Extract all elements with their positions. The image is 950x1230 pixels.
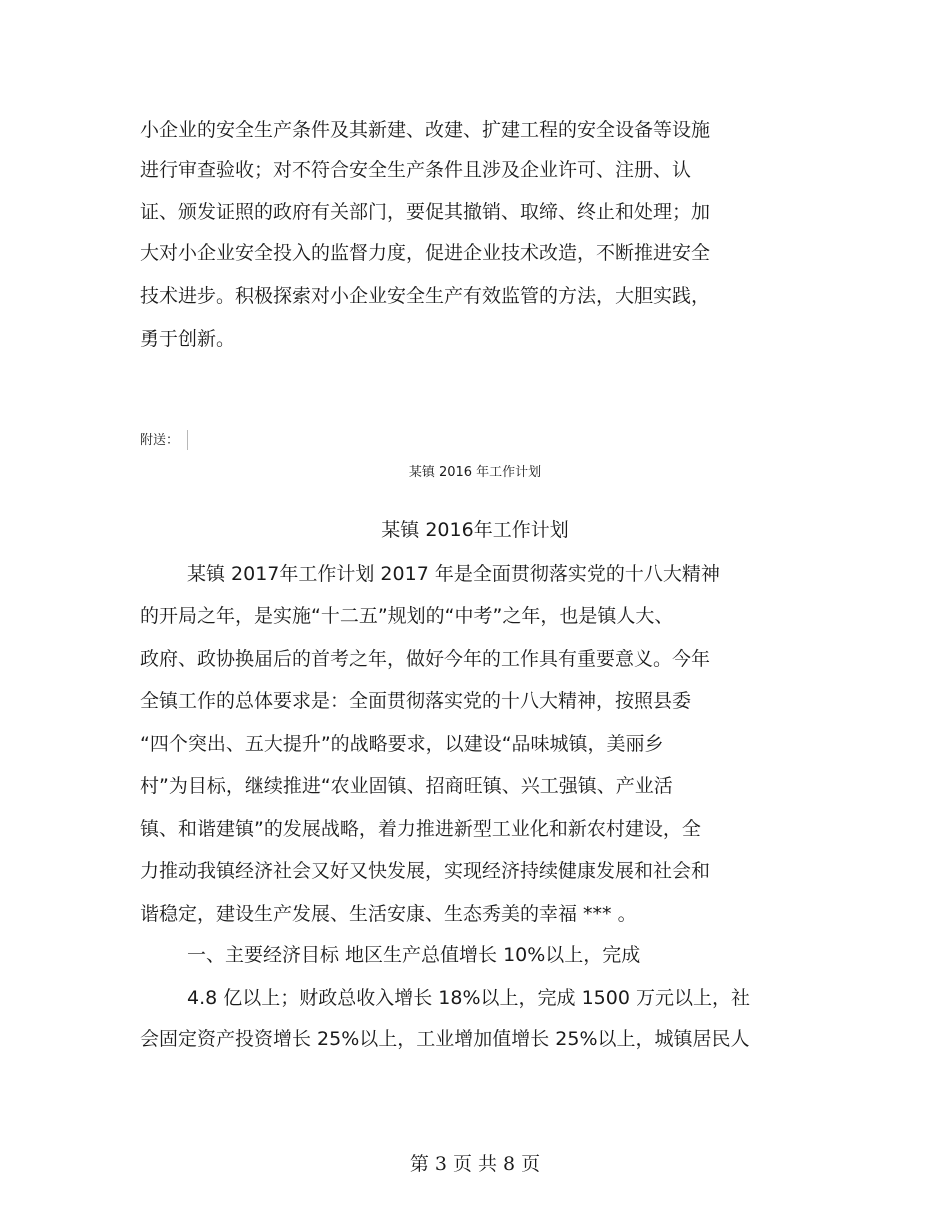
text-line: 某镇 2017年工作计划 2017 年是全面贯彻落实党的十八大精神	[187, 563, 720, 585]
text-line: 会固定资产投资增长 25%以上，工业增加值增长 25%以上，城镇居民人	[140, 1028, 750, 1050]
text-line: “四个突出、五大提升”的战略要求，以建设“品味城镇，美丽乡	[140, 733, 664, 755]
page-footer: 第 3 页 共 8 页	[409, 1153, 541, 1175]
text-line: 全镇工作的总体要求是：全面贯彻落实党的十八大精神，按照县委	[140, 690, 692, 712]
text-line: 技术进步。积极探索对小企业安全生产有效监管的方法，大胆实践，	[140, 285, 711, 307]
attach-label: 附送：	[140, 433, 180, 448]
text-line: 谐稳定，建设生产发展、生活安康、生态秀美的幸福 *** 。	[140, 903, 637, 925]
text-line: 勇于创新。	[140, 328, 236, 350]
doc-title: 某镇 2016年工作计划	[381, 519, 569, 541]
attach-title: 某镇 2016 年工作计划	[408, 465, 542, 480]
text-line: 力推动我镇经济社会又好又快发展，实现经济持续健康发展和社会和	[140, 860, 711, 882]
text-line: 证、颁发证照的政府有关部门，要促其撤销、取缔、终止和处理；加	[140, 201, 711, 223]
text-line: 政府、政协换届后的首考之年，做好今年的工作具有重要意义。今年	[140, 648, 711, 670]
text-line: 小企业的安全生产条件及其新建、改建、扩建工程的安全设备等设施	[140, 119, 711, 141]
text-line: 进行审查验收；对不符合安全生产条件且涉及企业许可、注册、认	[140, 159, 692, 181]
text-line: 镇、和谐建镇”的发展战略，着力推进新型工业化和新农村建设，全	[140, 818, 701, 840]
text-line: 大对小企业安全投入的监督力度，促进企业技术改造，不断推进安全	[140, 242, 711, 264]
text-line: 的开局之年，是实施“十二五”规划的“中考”之年，也是镇人大、	[140, 605, 674, 627]
text-line: 村”为目标，继续推进“农业固镇、招商旺镇、兴工强镇、产业活	[140, 775, 673, 797]
text-line: 一、主要经济目标 地区生产总值增长 10%以上，完成	[187, 944, 641, 966]
text-cursor	[187, 430, 188, 450]
text-line: 4.8 亿以上；财政总收入增长 18%以上，完成 1500 万元以上，社	[187, 987, 750, 1009]
